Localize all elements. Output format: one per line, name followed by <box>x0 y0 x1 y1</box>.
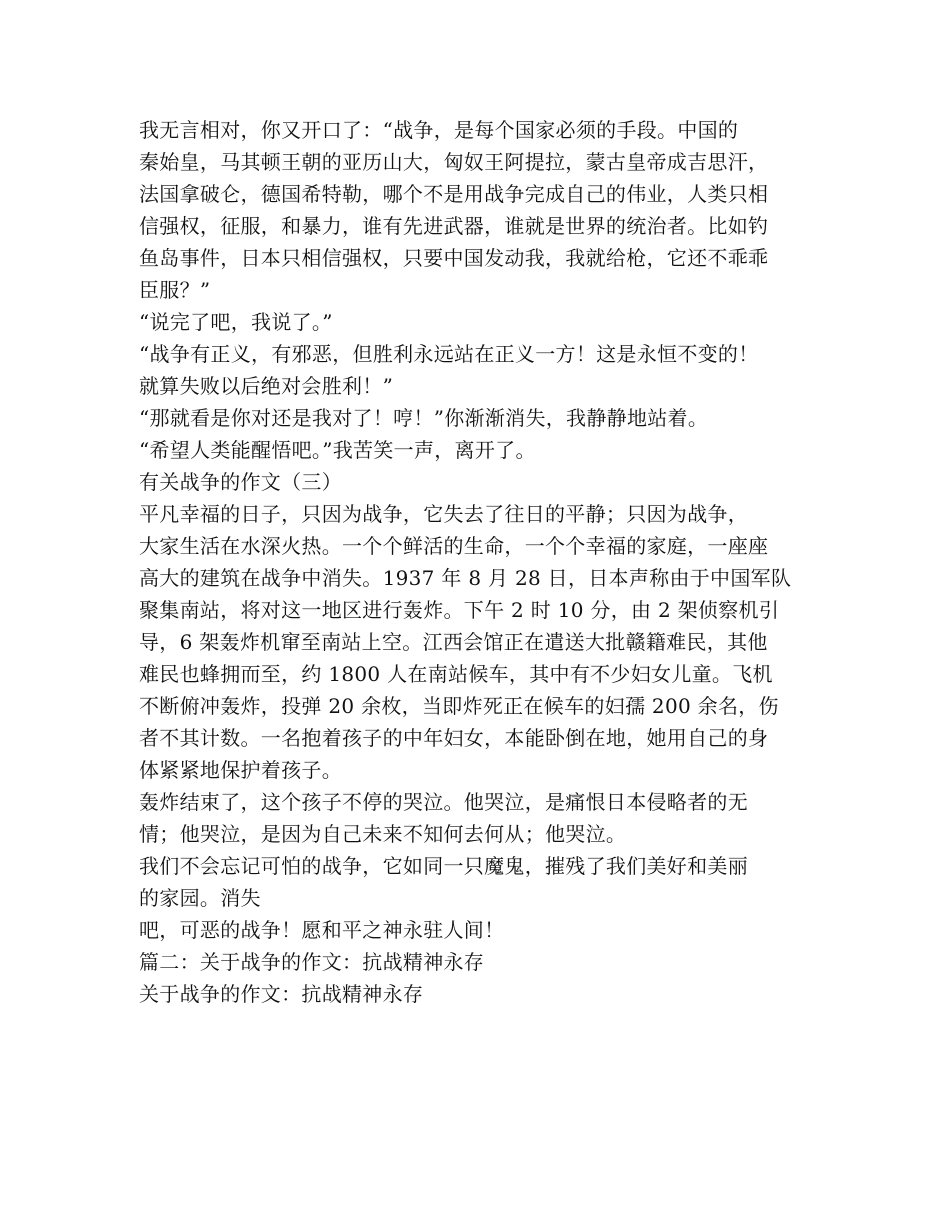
text-line: 我无言相对，你又开口了：“战争，是每个国家必须的手段。中国的 <box>139 118 739 142</box>
text-line: 信强权，征服，和暴力，谁有先进武器，谁就是世界的统治者。比如钓 <box>139 214 769 238</box>
text-line: 吧，可恶的战争！愿和平之神永驻人间！ <box>139 918 505 942</box>
section-heading: 关于战争的作文：抗战精神永存 <box>139 982 424 1006</box>
text-line: 体紧紧地保护着孩子。 <box>139 758 342 782</box>
text-line: 的家园。消失 <box>139 886 261 910</box>
text-line: 平凡幸福的日子，只因为战争，它失去了往日的平静；只因为战争， <box>139 502 748 526</box>
text-line: “战争有正义，有邪恶，但胜利永远站在正义一方！这是永恒不变的！ <box>139 342 759 366</box>
text-line: 难民也蜂拥而至，约 1800 人在南站候车，其中有不少妇女儿童。飞机 <box>139 662 773 686</box>
text-line: 情；他哭泣，是因为自己未来不知何去何从；他哭泣。 <box>139 822 627 846</box>
text-line: 高大的建筑在战争中消失。1937 年 8 月 28 日，日本声称由于中国军队 <box>139 566 792 590</box>
text-line: 秦始皇，马其顿王朝的亚历山大，匈奴王阿提拉，蒙古皇帝成吉思汗， <box>139 150 769 174</box>
text-line: 聚集南站，将对这一地区进行轰炸。下午 2 时 10 分，由 2 架侦察机引 <box>139 598 780 622</box>
section-heading: 有关战争的作文（三） <box>139 470 342 494</box>
text-line: 者不其计数。一名抱着孩子的中年妇女，本能卧倒在地，她用自己的身 <box>139 726 769 750</box>
text-line: 鱼岛事件，日本只相信强权，只要中国发动我，我就给枪，它还不乖乖 <box>139 246 769 270</box>
text-line: 大家生活在水深火热。一个个鲜活的生命，一个个幸福的家庭，一座座 <box>139 534 769 558</box>
document-body <box>139 114 829 1010</box>
text-line: 轰炸结束了，这个孩子不停的哭泣。他哭泣，是痛恨日本侵略者的无 <box>139 790 748 814</box>
text-line: “希望人类能醒悟吧。”我苦笑一声，离开了。 <box>139 438 536 462</box>
text-line: 不断俯冲轰炸，投弹 20 余枚，当即炸死正在候车的妇孺 200 余名，伤 <box>139 694 779 718</box>
text-line: “说完了吧，我说了。” <box>139 310 333 334</box>
text-line: 法国拿破仑，德国希特勒，哪个不是用战争完成自己的伟业，人类只相 <box>139 182 769 206</box>
text-line: 就算失败以后绝对会胜利！” <box>139 374 394 398</box>
text-line: 我们不会忘记可怕的战争，它如同一只魔鬼，摧残了我们美好和美丽 <box>139 854 748 878</box>
section-heading: 篇二：关于战争的作文：抗战精神永存 <box>139 950 485 974</box>
text-line: “那就看是你对还是我对了！哼！”你渐渐消失，我静静地站着。 <box>139 406 709 430</box>
text-line: 导，6 架轰炸机窜至南站上空。江西会馆正在遣送大批赣籍难民，其他 <box>139 630 768 654</box>
text-line: 臣服？” <box>139 278 211 302</box>
